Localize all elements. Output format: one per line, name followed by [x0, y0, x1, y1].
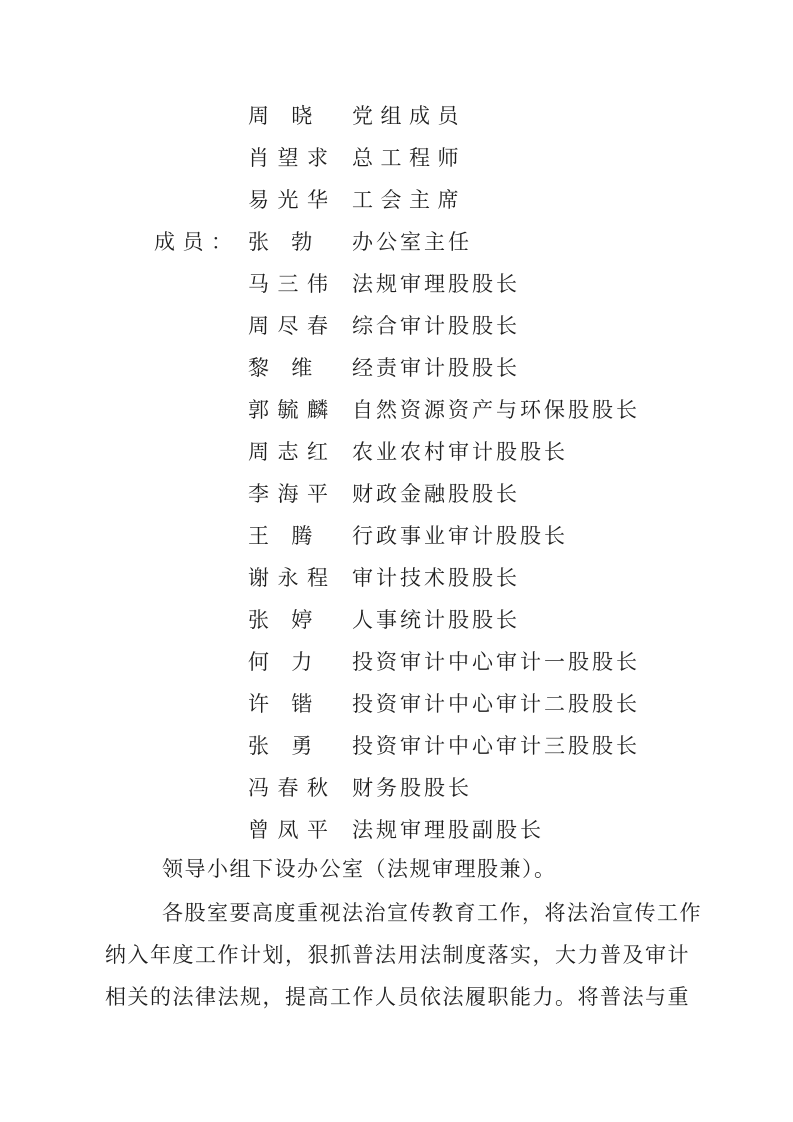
member-name: 周志红: [248, 440, 337, 464]
member-name: 张 勇: [248, 734, 321, 758]
member-title: 人事统计股股长: [352, 608, 520, 632]
member-title: 审计技术股股长: [352, 566, 520, 590]
member-row: [0, 221, 793, 263]
member-title: 法规审理股副股长: [352, 818, 544, 842]
member-title: 自然资源资产与环保股股长: [352, 398, 640, 422]
member-row: [0, 263, 793, 305]
member-row: [0, 557, 793, 599]
member-name: 黎 维: [248, 356, 321, 380]
paragraph-line: 领导小组下设办公室（法规审理股兼）。: [162, 857, 557, 881]
paragraph-line: 相关的法律法规，提高工作人员依法履职能力。将普法与重: [105, 985, 690, 1009]
member-name: 谢永程: [248, 566, 337, 590]
member-role-label: 成员：: [154, 230, 240, 254]
member-title: 工会主席: [352, 188, 466, 212]
member-title: 投资审计中心审计二股股长: [352, 692, 640, 716]
member-row: [0, 683, 793, 725]
member-row: [0, 95, 793, 137]
member-name: 周尽春: [248, 314, 337, 338]
member-name: 易光华: [248, 188, 337, 212]
member-name: 周 晓: [248, 104, 321, 128]
member-row: [0, 137, 793, 179]
member-title: 党组成员: [352, 104, 466, 128]
member-title: 经责审计股股长: [352, 356, 520, 380]
member-row: [0, 641, 793, 683]
member-row: [0, 431, 793, 473]
member-title: 投资审计中心审计三股股长: [352, 734, 640, 758]
member-name: 李海平: [248, 482, 337, 506]
member-row: [0, 473, 793, 515]
member-list: [0, 95, 793, 851]
body-text: [105, 848, 702, 1018]
member-row: [0, 809, 793, 851]
member-row: [0, 389, 793, 431]
paragraph-line: 纳入年度工作计划，狠抓普法用法制度落实，大力普及审计: [105, 943, 690, 967]
member-title: 农业农村审计股股长: [352, 440, 568, 464]
paragraph-line: 各股室要高度重视法治宣传教育工作，将法治宣传工作: [162, 901, 702, 925]
member-name: 何 力: [248, 650, 321, 674]
member-row: [0, 305, 793, 347]
member-title: 综合审计股股长: [352, 314, 520, 338]
member-row: [0, 599, 793, 641]
member-row: [0, 515, 793, 557]
member-title: 法规审理股股长: [352, 272, 520, 296]
member-row: [0, 179, 793, 221]
paragraph: [105, 892, 702, 1018]
member-title: 行政事业审计股股长: [352, 524, 568, 548]
member-name: 马三伟: [248, 272, 337, 296]
member-name: 肖望求: [248, 146, 337, 170]
member-name: 郭毓麟: [248, 398, 337, 422]
member-row: [0, 767, 793, 809]
member-name: 曾凤平: [248, 818, 337, 842]
member-name: 张 勃: [248, 230, 321, 254]
member-title: 财务股股长: [352, 776, 472, 800]
member-name: 张 婷: [248, 608, 321, 632]
member-row: [0, 347, 793, 389]
member-row: [0, 725, 793, 767]
member-title: 总工程师: [352, 146, 466, 170]
member-title: 财政金融股股长: [352, 482, 520, 506]
paragraph: [105, 848, 689, 890]
member-name: 王 腾: [248, 524, 321, 548]
member-name: 冯春秋: [248, 776, 337, 800]
member-title: 办公室主任: [352, 230, 472, 254]
member-name: 许 锴: [248, 692, 321, 716]
member-title: 投资审计中心审计一股股长: [352, 650, 640, 674]
